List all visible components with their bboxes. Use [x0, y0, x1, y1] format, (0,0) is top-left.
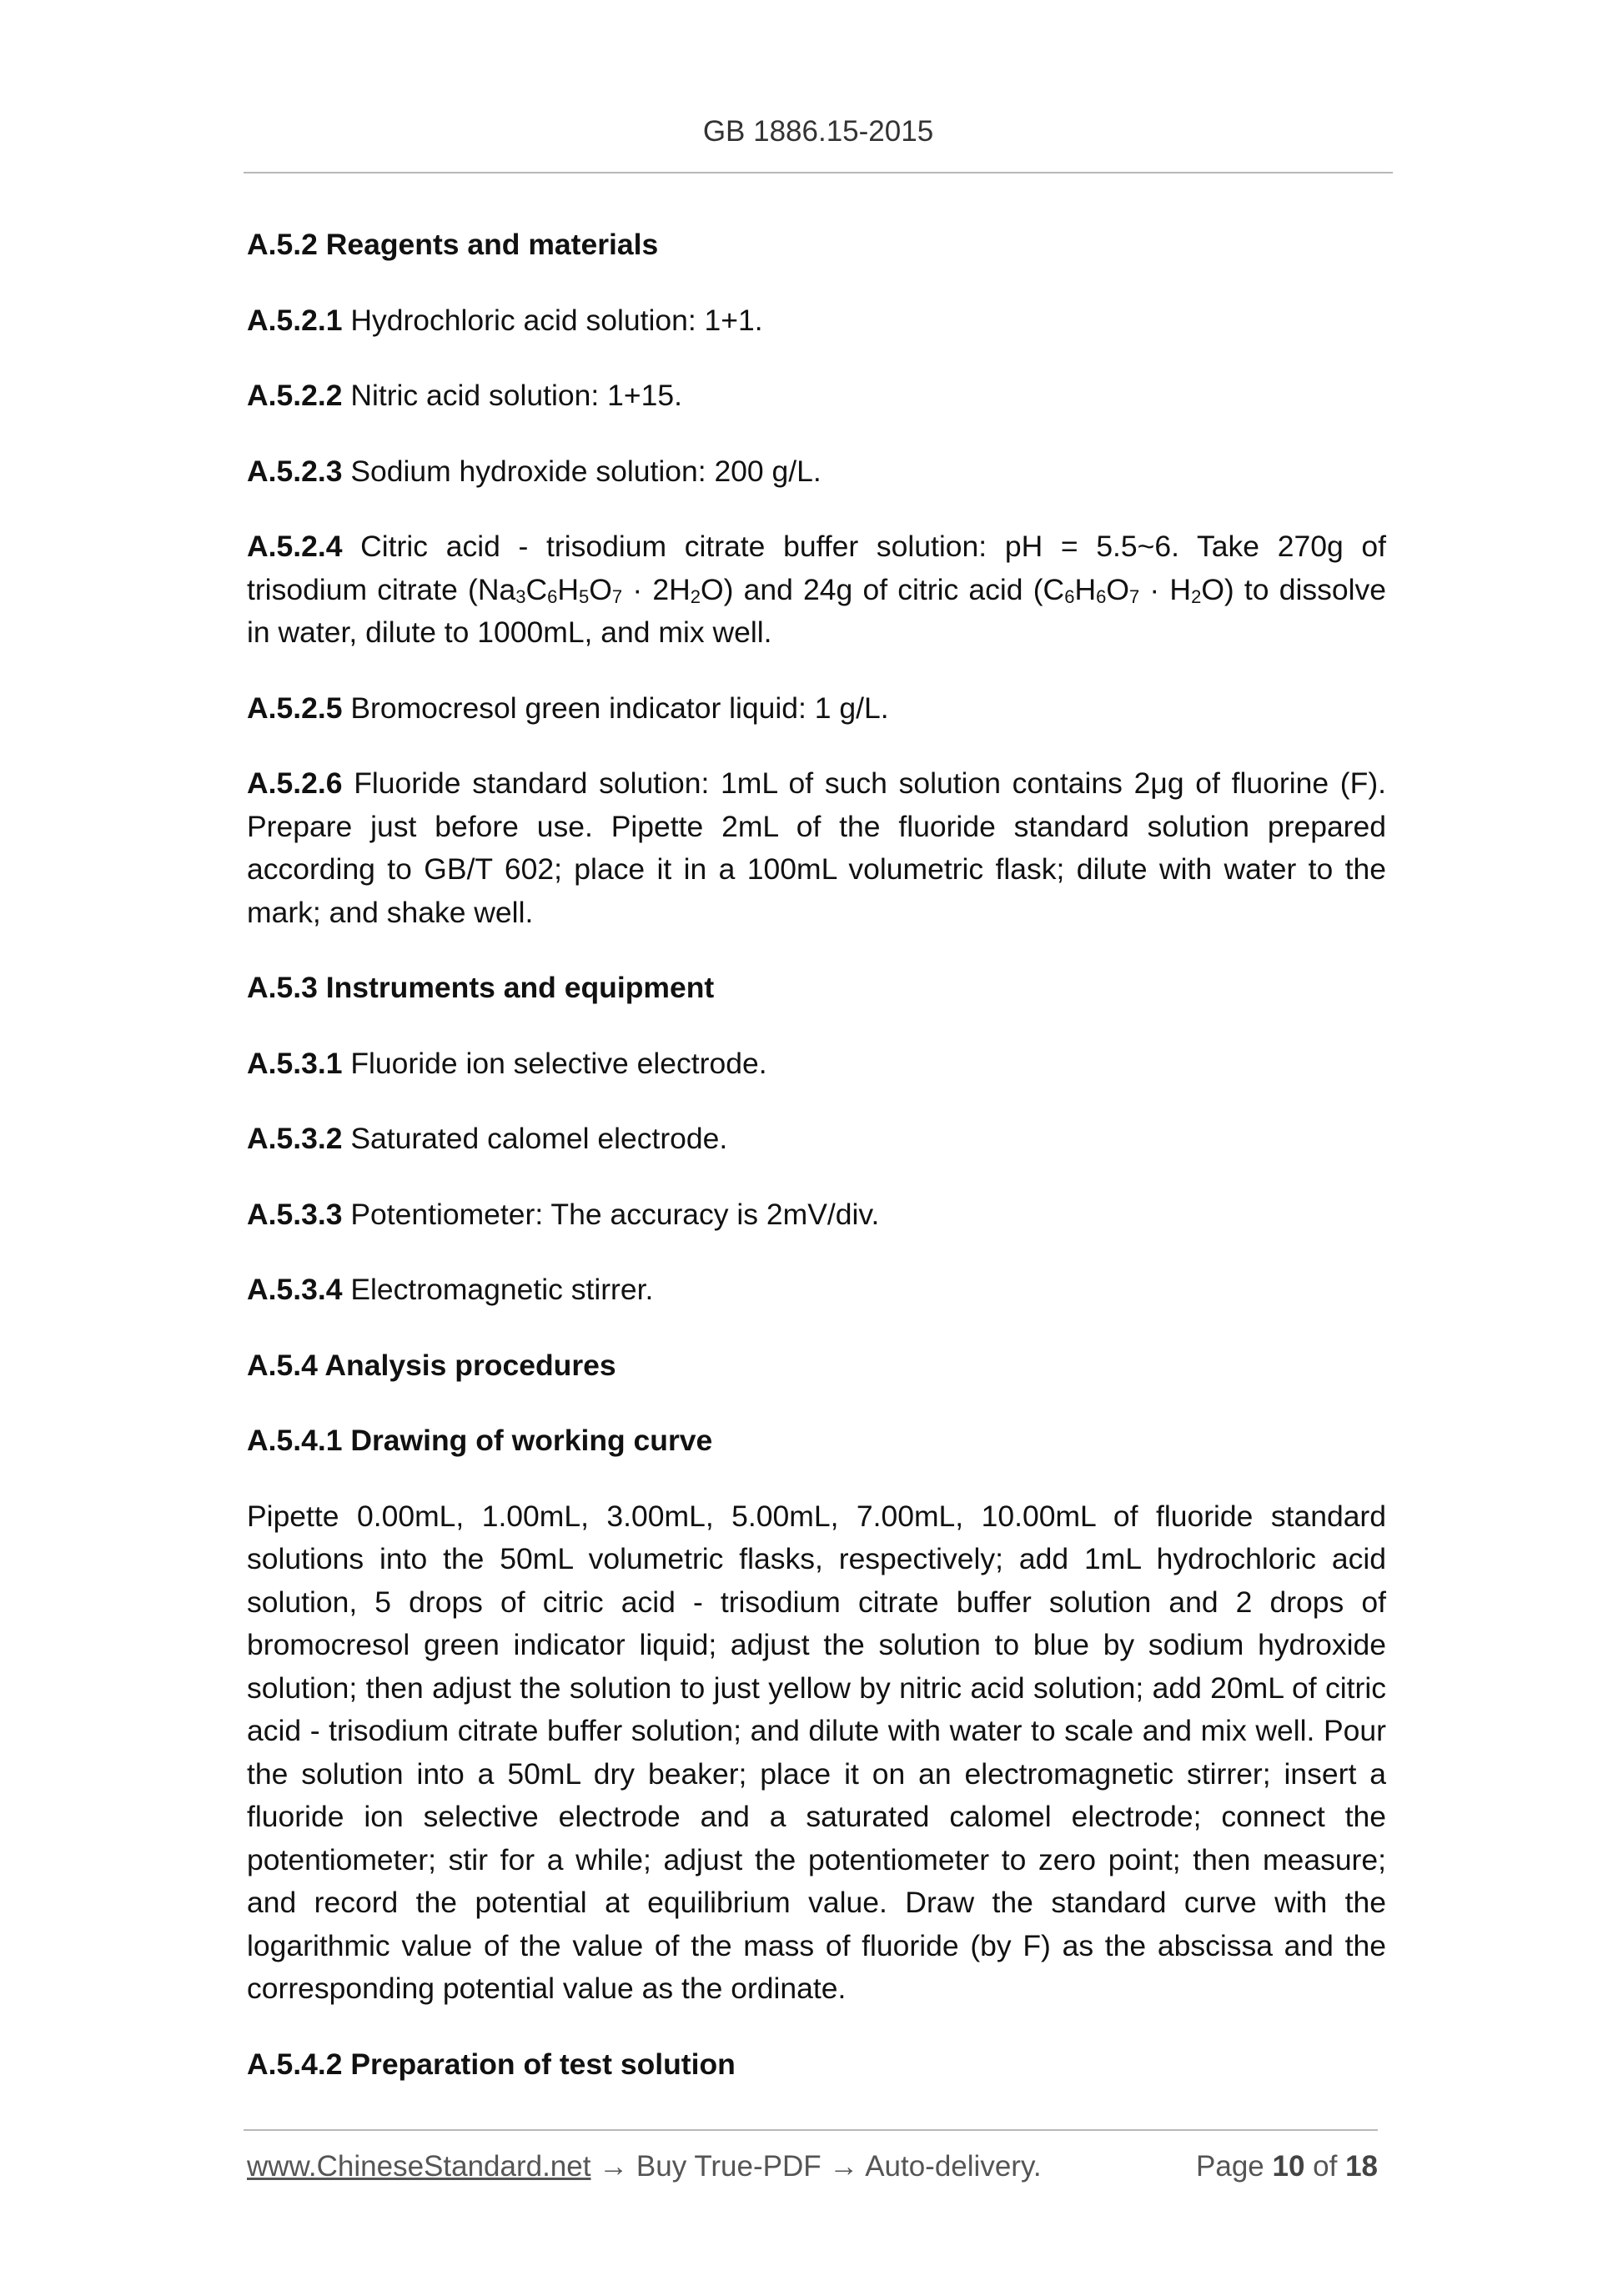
clause-number: A.5.3.4 [247, 1273, 343, 1306]
auto-delivery-text: Auto-delivery. [865, 2150, 1042, 2183]
clause-text: Bromocresol green indicator liquid: 1 g/L. [342, 691, 889, 725]
clause-text: Sodium hydroxide solution: 200 g/L. [342, 454, 822, 488]
clause-number: A.5.2.5 [247, 691, 343, 725]
clause-a533 [247, 1193, 1386, 1237]
subscript: 6 [1096, 585, 1107, 607]
clause-number: A.5.2.3 [247, 454, 343, 488]
document-body [247, 224, 1386, 2118]
clause-a524 [247, 525, 1386, 655]
clause-text: Saturated calomel electrode. [342, 1122, 728, 1155]
clause-text: O [1106, 572, 1129, 606]
clause-a531 [247, 1042, 1386, 1086]
page-total: 18 [1345, 2150, 1378, 2183]
clause-number: A.5.3.2 [247, 1122, 343, 1155]
clause-a534 [247, 1269, 1386, 1312]
clause-text: Potentiometer: The accuracy is 2mV/div. [342, 1197, 880, 1231]
subscript: 7 [611, 585, 623, 607]
subscript: 5 [579, 585, 590, 607]
subscript: 2 [690, 585, 701, 607]
clause-text: C [525, 572, 548, 606]
clause-a523 [247, 450, 1386, 494]
clause-a521 [247, 299, 1386, 343]
subscript: 6 [547, 585, 558, 607]
clause-a525 [247, 687, 1386, 731]
buy-pdf-text: Buy True-PDF [636, 2150, 822, 2183]
subscript: 7 [1128, 585, 1140, 607]
footer-divider [244, 2129, 1378, 2131]
clause-number: A.5.2.6 [247, 766, 343, 800]
section-heading-analysis: A.5.4 Analysis procedures [247, 1348, 616, 1382]
clause-text: Hydrochloric acid solution: 1+1. [342, 303, 763, 337]
subscript: 3 [515, 585, 526, 607]
clause-text: O [589, 572, 612, 606]
clause-number: A.5.2.1 [247, 303, 343, 337]
section-heading-test-solution: A.5.4.2 Preparation of test solution [247, 2047, 736, 2081]
clause-text: O) and 24g of citric acid (C [701, 572, 1065, 606]
clause-text: Fluoride standard solution: 1mL of such solution contains 2μg of fluorine (F). Prepare just before use. Pipette 2mL of the fluoride standard solution prepared according to GB/T 602; place it in a 100mL volumetric flask; dilute with water to the mark; and shake well. [247, 766, 1386, 929]
clause-text: Citric acid - trisodium citrate buffer solution: pH = 5.5~6. Take 270g of trisodium citrate (Na [247, 530, 1386, 606]
clause-a532 [247, 1118, 1386, 1161]
clause-number: A.5.2.2 [247, 379, 343, 412]
subscript: 2 [1191, 585, 1202, 607]
clause-number: A.5.3.3 [247, 1197, 343, 1231]
website-link[interactable]: www.ChineseStandard.net [247, 2150, 591, 2183]
clause-text: · 2H [622, 572, 691, 606]
clause-text: Nitric acid solution: 1+15. [342, 379, 682, 412]
clause-number: A.5.2.4 [247, 530, 343, 563]
arrow-icon: → [590, 2150, 636, 2183]
page-footer [247, 2150, 1378, 2183]
document-header-title: GB 1886.15-2015 [702, 115, 934, 148]
clause-a526 [247, 762, 1386, 934]
clause-text: O) to dissolve in water, dilute to 1000mL, and mix well. [247, 572, 1386, 649]
section-heading-working-curve: A.5.4.1 Drawing of working curve [247, 1424, 713, 1457]
clause-text: H [1074, 572, 1097, 606]
clause-number: A.5.3.1 [247, 1046, 343, 1080]
clause-text: Fluoride ion selective electrode. [342, 1046, 767, 1080]
subscript: 6 [1064, 585, 1075, 607]
working-curve-paragraph: Pipette 0.00mL, 1.00mL, 3.00mL, 5.00mL, 7.00mL, 10.00mL of fluoride standard solutions into the 50mL volumetric flasks, respectively; add 1mL hydrochloric acid solution, 5 drops of citric acid - trisodium citrate buffer solution and 2 drops of bromocresol green indicator liquid; adjust the solution to blue by sodium hydroxide solution; then adjust the solution to just yellow by nitric acid solution; add 20mL of citric acid - trisodium citrate buffer solution; and dilute with water to scale and mix well. Pour the solution into a 50mL dry beaker; place it on an electromagnetic stirrer; insert a fluoride ion selective electrode and a saturated calomel electrode; connect the potentiometer; stir for a while; adjust the potentiometer to zero point; then measure; and record the potential at equilibrium value. Draw the standard curve with the logarithmic value of the value of the mass of fluoride (by F) as the abscissa and the corresponding potential value as the ordinate. [247, 1499, 1386, 2005]
page-label: Page [1196, 2150, 1273, 2183]
section-heading-instruments: A.5.3 Instruments and equipment [247, 971, 715, 1004]
page-of: of [1304, 2150, 1346, 2183]
clause-text: · H [1139, 572, 1192, 606]
clause-a522 [247, 374, 1386, 418]
section-heading-reagents: A.5.2 Reagents and materials [247, 228, 659, 261]
arrow-icon: → [821, 2150, 866, 2183]
page-number [1196, 2150, 1378, 2183]
header-divider [244, 172, 1393, 173]
clause-text: H [557, 572, 580, 606]
clause-text: Electromagnetic stirrer. [342, 1273, 654, 1306]
page-current: 10 [1272, 2150, 1305, 2183]
